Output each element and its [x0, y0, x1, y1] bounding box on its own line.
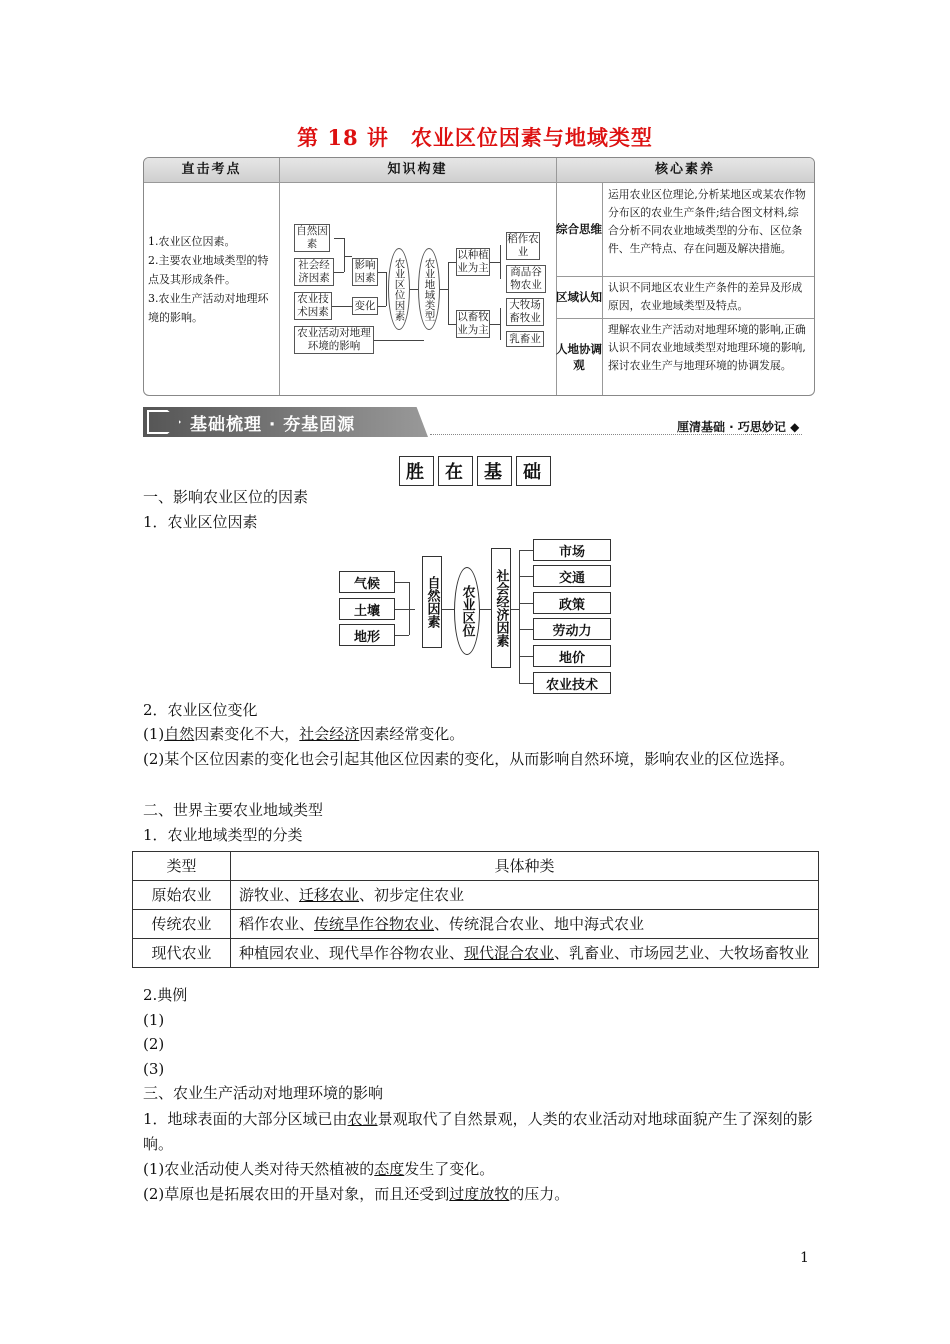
page-number: 1: [800, 1250, 809, 1266]
section3-para3: [143, 1182, 569, 1207]
section1-sub1: 1．农业区位因素: [143, 513, 258, 531]
agri-type-table: [132, 851, 819, 968]
table-cell-kinds: [231, 910, 819, 939]
header-knowledge: 知识构建: [387, 162, 448, 177]
section1-para2: (2)某个区位因素的变化也会引起其他区位因素的变化，从而影响自然环境，影响农业的区位选择。: [143, 750, 795, 768]
section2-sub1: 1．农业地域类型的分类: [143, 826, 303, 844]
node-yingxiang: 影响因素: [352, 258, 378, 286]
factor-social: 地价: [533, 645, 611, 667]
node-ruxu: 乳畜业: [506, 331, 544, 347]
sheng-heading: [0, 456, 950, 486]
factor-natural: 土壤: [339, 598, 395, 620]
table-header: 类型: [133, 852, 231, 881]
point-item: 2.主要农业地域类型的特点及其形成条件。: [148, 254, 269, 286]
node-bianhua: 变化: [352, 297, 378, 315]
literacy-text: 认识不同地区农业生产条件的差异及形成原因，农业地域类型及特点。: [608, 281, 803, 312]
node-shangpin: 商品谷物农业: [506, 265, 546, 293]
sheng-char: 础: [516, 456, 551, 486]
factor-natural: 气候: [339, 571, 395, 593]
sheng-char: 在: [438, 456, 473, 486]
literacy-name: 区域认知: [556, 290, 602, 304]
factor-social: 市场: [533, 539, 611, 561]
text: 种植园农业、现代旱作谷物农业、: [239, 944, 465, 962]
table-header-row: [133, 852, 819, 881]
node-quwei: 农业区位因素: [388, 248, 410, 330]
text: 稻作农业、: [239, 915, 315, 933]
table-row: [133, 910, 819, 939]
header-literacy: 核心素养: [654, 162, 715, 177]
section1-sub2: 2．农业区位变化: [143, 701, 258, 719]
section3-para1: [143, 1107, 813, 1157]
answer-blank: 传统旱作谷物农业: [314, 915, 435, 933]
factor-social: 交通: [533, 565, 611, 587]
section1-para1: [143, 722, 464, 747]
text: 因素变化不大，: [194, 725, 300, 743]
node-jishu: 农业技术因素: [294, 292, 332, 320]
section3-para2: [143, 1157, 494, 1182]
node-daozuo: 稻作农业: [507, 233, 539, 258]
answer-blank: 农业: [347, 1110, 378, 1128]
text: 、初步定住农业: [359, 886, 465, 904]
answer-blank: 迁移农业: [299, 886, 360, 904]
node-ziran: 自然因素: [294, 224, 330, 252]
section1-heading: 一、影响农业区位的因素: [143, 488, 309, 506]
node-zhongzhi: 以种植业为主: [457, 249, 489, 274]
table-cell-type: 现代农业: [133, 939, 231, 968]
node-shehui: 社会经济因素: [294, 258, 334, 286]
node-damuchang: 大牧场畜牧业: [506, 298, 544, 326]
natural-factors-box: 自然因素: [422, 556, 442, 648]
text: (1): [143, 725, 165, 743]
banner-title: 基础梳理 · 夯基固源: [190, 415, 356, 435]
sheng-char: 胜: [399, 456, 434, 486]
table-header: 具体种类: [231, 852, 819, 881]
diamond-icon: ◆: [790, 420, 800, 434]
social-factors-box: 社会经济因素: [491, 548, 511, 668]
text: (2)草原也是拓展农田的开垦对象，而且还受到: [143, 1185, 450, 1203]
table-row: [133, 881, 819, 910]
text: 因素经常变化。: [359, 725, 465, 743]
text: 的压力。: [509, 1185, 570, 1203]
answer-blank: 自然: [164, 725, 195, 743]
node-xumu: 以畜牧业为主: [457, 311, 489, 336]
section3-heading: 三、农业生产活动对地理环境的影响: [143, 1084, 384, 1102]
literacy-name: 综合思维: [556, 222, 602, 236]
table-cell-kinds: [231, 939, 819, 968]
text: 发生了变化。: [404, 1160, 495, 1178]
literacy-name: 人地协调观: [556, 341, 602, 372]
text: 、传统混合农业、地中海式农业: [434, 915, 645, 933]
point-item: 1.农业区位因素。: [148, 235, 236, 248]
table-cell-type: 原始农业: [133, 881, 231, 910]
answer-blank: 态度: [374, 1160, 405, 1178]
overview-table: [143, 157, 815, 396]
text: 游牧业、: [239, 886, 300, 904]
points-list: [148, 232, 276, 327]
literacy-text: 理解农业生产活动对地理环境的影响,正确认识不同农业地域类型对地理环境的影响,探讨农业生产与地理环境的协调发展。: [608, 323, 806, 372]
answer-blank: 现代混合农业: [464, 944, 555, 962]
center-ellipse: 农业区位: [454, 567, 480, 655]
point-item: 3.农业生产活动对地理环境的影响。: [148, 292, 269, 324]
factor-natural: 地形: [339, 624, 395, 646]
factor-social: 农业技术: [533, 672, 611, 694]
section2-sub2: 2.典例: [143, 986, 188, 1004]
overview-header: [144, 158, 814, 183]
factor-social: 政策: [533, 592, 611, 614]
node-huodong: 农业活动对地理环境的影响: [294, 326, 374, 354]
table-cell-kinds: [231, 881, 819, 910]
literacy-text: 运用农业区位理论,分析某地区或某农作物分布区的农业生产条件;结合图文材料,综合分析不同农业地域类型的分布、区位条件、生产特点、存在问题及解决措施。: [608, 188, 806, 255]
answer-blank: 社会经济: [299, 725, 360, 743]
node-leixing: 农业地域类型: [418, 248, 440, 330]
text: (1)农业活动使人类对待天然植被的: [143, 1160, 375, 1178]
sheng-char: 基: [477, 456, 512, 486]
example-item: (2): [143, 1035, 165, 1053]
section2-heading: 二、世界主要农业地域类型: [143, 801, 324, 819]
header-points: 直击考点: [181, 162, 242, 177]
text: 、乳畜业、市场园艺业、大牧场畜牧业: [554, 944, 810, 962]
example-item: (3): [143, 1060, 165, 1078]
text: 景观取代了自然景观，人类的农业活动对地球面貌产生了深刻的影响。: [143, 1110, 813, 1153]
example-item: (1): [143, 1011, 165, 1029]
text: 1．地球表面的大部分区域已由: [143, 1110, 348, 1128]
factor-social: 劳动力: [533, 618, 611, 640]
table-row: [133, 939, 819, 968]
banner-tag-text: 厘清基础 · 巧思妙记: [677, 420, 786, 434]
banner-tag: [677, 418, 799, 435]
page-title: 第 18 讲 农业区位因素与地域类型: [297, 125, 653, 150]
table-cell-type: 传统农业: [133, 910, 231, 939]
answer-blank: 过度放牧: [449, 1185, 510, 1203]
